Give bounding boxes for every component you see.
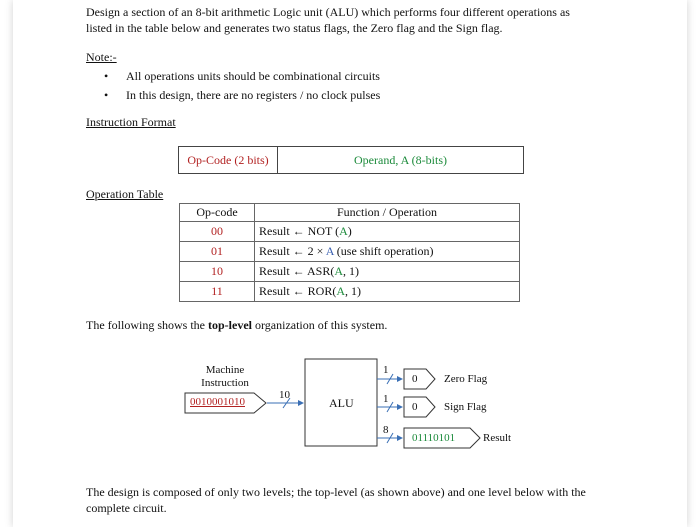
toplevel-bold: top-level <box>208 318 252 332</box>
operation-table-heading: Operation Table <box>86 187 164 201</box>
sign-flag-pentagon <box>404 397 435 417</box>
machine-label-1: Machine <box>205 364 245 376</box>
closing-paragraph <box>86 484 616 516</box>
result-label: Result <box>483 432 512 444</box>
note-item-text: All operations units should be combinational circuits <box>126 69 380 83</box>
opcode-field: Op-Code (2 bits) <box>179 147 278 173</box>
note-item-text: In this design, there are no registers / no clock pulses <box>126 88 381 102</box>
operand-field: Operand, A (8-bits) <box>354 152 447 167</box>
bullet-icon: • <box>104 88 109 102</box>
column-header-function: Function / Operation <box>255 204 520 222</box>
intro-line-1: Design a section of an 8-bit arithmetic Logic unit (ALU) which performs four different operations as <box>86 5 570 19</box>
sign-flag-value: 0 <box>412 401 418 413</box>
operand-ref: A <box>334 264 344 278</box>
machine-label-2: Instruction <box>201 377 249 389</box>
instruction-format-heading: Instruction Format <box>86 115 176 129</box>
operand-ref: A <box>339 224 348 238</box>
result-value: 01110101 <box>412 432 456 444</box>
zero-flag-label: Zero Flag <box>444 373 488 385</box>
closing-line-1: The design is composed of only two levels; the top-level (as shown above) and one level below with the <box>86 485 586 499</box>
function-text: (use shift operation) <box>333 244 434 258</box>
intro-line-2: listed in the table below and generates two status flags, the Zero flag and the Sign flag. <box>86 21 503 35</box>
sign-flag-label: Sign Flag <box>444 401 487 413</box>
toplevel-text: organization of this system. <box>252 318 388 332</box>
opcode-cell: 10 <box>180 262 255 282</box>
function-text: Result ← NOT ( <box>259 224 340 238</box>
function-text: Result ← ROR( <box>259 284 337 298</box>
closing-line-2: complete circuit. <box>86 501 167 515</box>
zero-flag-value: 0 <box>412 373 418 385</box>
alu-label: ALU <box>329 396 354 410</box>
function-text: , 1) <box>345 284 362 298</box>
opcode-cell: 11 <box>180 282 255 302</box>
zero-bus-width: 1 <box>383 364 389 376</box>
zero-flag-pentagon <box>404 369 435 389</box>
opcode-cell: 01 <box>180 242 255 262</box>
function-text: , 1) <box>343 264 360 278</box>
function-text: Result ← 2 × <box>259 244 326 258</box>
column-header-opcode: Op-code <box>180 204 255 222</box>
function-text: ) <box>347 224 352 238</box>
operand-ref: A <box>325 244 334 258</box>
result-bus-width: 8 <box>383 424 389 436</box>
operand-ref: A <box>336 284 346 298</box>
opcode-cell: 00 <box>180 222 255 242</box>
function-text: Result ← ASR( <box>259 264 335 278</box>
instruction-value: 0010001010 <box>190 396 245 408</box>
bullet-icon: • <box>104 69 109 83</box>
toplevel-text: The following shows the <box>86 318 208 332</box>
input-bus-width: 10 <box>279 389 290 401</box>
note-heading: Note:- <box>86 50 117 64</box>
sign-bus-width: 1 <box>383 393 389 405</box>
